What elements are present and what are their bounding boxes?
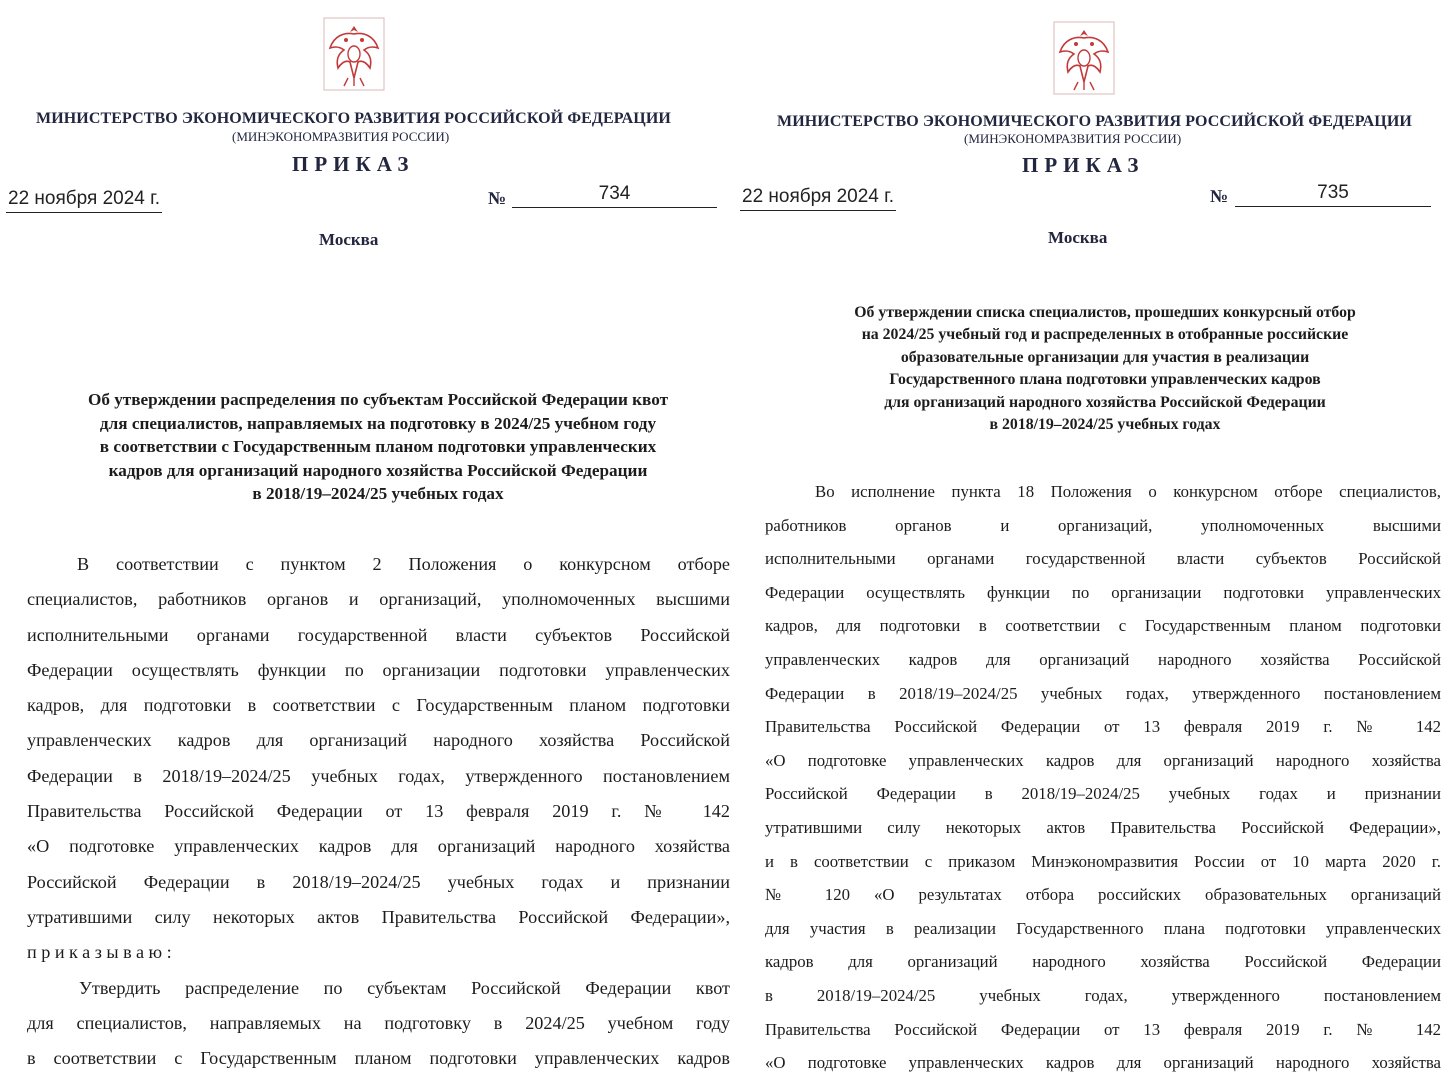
order-735-page	[740, 0, 1445, 1080]
body-line: работников органов и организаций, уполномоченных высшими	[765, 515, 1441, 535]
body-line: исполнительными органами государственной власти субъектов Российской	[765, 549, 1441, 569]
body-line: Утвердить распределение по субъектам Российской Федерации квот	[79, 977, 730, 998]
heading-line: Об утверждении списка специалистов, прошедших конкурсный отбор	[854, 304, 1356, 321]
body-line: № 120 «О результатах отбора российских образовательных организаций	[765, 885, 1441, 905]
body-line: Федерации осуществлять функции по организации подготовки управленческих	[765, 582, 1441, 602]
body-line: Российской Федерации в 2018/19–2024/25 учебных годах и признании	[765, 784, 1441, 804]
number-sign: №	[488, 188, 507, 208]
heading-line: в соответствии с Государственным планом подготовки управленческих	[99, 437, 657, 456]
ministry-abbreviation: (МИНЭКОНОМРАЗВИТИЯ РОССИИ)	[964, 131, 1182, 146]
heading-line: на 2024/25 учебный год и распределенных в отобранные российские	[861, 326, 1349, 344]
body-line: Правительства Российской Федерации от 13 февраля 2019 г. № 142	[27, 801, 730, 822]
body-line: утратившими силу некоторых актов Правительства Российской Федерации»,	[765, 817, 1441, 837]
ministry-abbreviation: (МИНЭКОНОМРАЗВИТИЯ РОССИИ)	[232, 129, 450, 144]
body-line: управленческих кадров для организаций народного хозяйства Российской	[27, 730, 730, 751]
coat-of-arms-icon	[322, 16, 386, 92]
body-line: Федерации в 2018/19–2024/25 учебных годах, утвержденного постановлением	[765, 683, 1441, 703]
ministry-name: МИНИСТЕРСТВО ЭКОНОМИЧЕСКОГО РАЗВИТИЯ РОССИЙСКОЙ ФЕДЕРАЦИИ	[36, 110, 671, 127]
body-line: кадров, для подготовки в соответствии с Государственным планом подготовки	[765, 616, 1441, 636]
body-line: утратившими силу некоторых актов Правительства Российской Федерации»,	[27, 906, 730, 927]
body-line: В соответствии с пунктом 2 Положения о конкурсном отборе	[77, 554, 730, 574]
body-line: в соответствии с Государственным планом подготовки управленческих кадров	[27, 1048, 730, 1069]
body-line: для специалистов, направляемых на подготовку в 2024/25 учебном году	[27, 1012, 730, 1033]
order-date: 22 ноября 2024 г.	[6, 188, 162, 213]
body-line: Правительства Российской Федерации от 13 февраля 2019 г. № 142	[765, 1019, 1441, 1039]
body-line: Федерации осуществлять функции по организации подготовки управленческих	[27, 659, 730, 680]
order-body	[765, 475, 1441, 1080]
order-heading	[770, 302, 1440, 436]
body-line: в 2018/19–2024/25 учебных годах, утвержденного постановлением	[765, 985, 1441, 1005]
body-line: кадров, для подготовки в соответствии с Государственным планом подготовки	[27, 695, 730, 716]
heading-line: Об утверждении распределения по субъектам Российской Федерации квот	[87, 390, 669, 409]
heading-line: для специалистов, направляемых на подготовку в 2024/25 учебном году	[99, 413, 657, 433]
order-body	[27, 547, 730, 1076]
body-line: «О подготовке управленческих кадров для организаций народного хозяйства	[765, 1053, 1441, 1073]
order-heading	[20, 388, 736, 506]
body-line: и в соответствии с приказом Минэкономразвития России от 10 марта 2020 г.	[765, 851, 1441, 871]
body-line: «О подготовке управленческих кадров для организаций народного хозяйства	[765, 750, 1441, 770]
heading-line: кадров для организаций народного хозяйства Российской Федерации	[108, 460, 648, 480]
body-line: исполнительными органами государственной власти субъектов Российской	[27, 624, 730, 645]
order-city: Москва	[1048, 228, 1108, 247]
body-line: Российской Федерации в 2018/19–2024/25 учебных годах и признании	[27, 871, 730, 892]
body-line: управленческих кадров для организаций народного хозяйства Российской	[765, 649, 1441, 669]
body-line: для участия в реализации Государственного плана подготовки управленческих	[765, 918, 1441, 938]
order-city: Москва	[319, 230, 379, 249]
heading-line: в 2018/19–2024/25 учебных годах	[252, 484, 504, 503]
order-number: 734	[512, 183, 717, 208]
heading-line: для организаций народного хозяйства Российской Федерации	[884, 393, 1326, 411]
order-title: ПРИКАЗ	[292, 152, 415, 176]
body-line-order-word: приказываю:	[27, 942, 177, 963]
heading-line: образовательные организации для участия в реализации	[900, 348, 1310, 366]
body-line: Правительства Российской Федерации от 13 февраля 2019 г. № 142	[765, 717, 1441, 737]
order-number: 735	[1235, 182, 1431, 207]
body-line: Во исполнение пункта 18 Положения о конкурсном отборе специалистов,	[815, 482, 1441, 501]
order-title: ПРИКАЗ	[1022, 153, 1145, 177]
body-line: специалистов, работников органов и организаций, уполномоченных высшими	[27, 589, 730, 610]
body-line: кадров для организаций народного хозяйства Российской Федерации	[765, 952, 1441, 972]
order-date: 22 ноября 2024 г.	[740, 186, 896, 211]
body-line: Федерации в 2018/19–2024/25 учебных годах, утвержденного постановлением	[27, 765, 730, 786]
heading-line: Государственного плана подготовки управленческих кадров	[889, 371, 1321, 389]
number-sign: №	[1210, 186, 1229, 206]
heading-line: в 2018/19–2024/25 учебных годах	[989, 416, 1221, 434]
ministry-name: МИНИСТЕРСТВО ЭКОНОМИЧЕСКОГО РАЗВИТИЯ РОССИЙСКОЙ ФЕДЕРАЦИИ	[777, 113, 1412, 130]
body-line: «О подготовке управленческих кадров для организаций народного хозяйства	[27, 836, 730, 857]
coat-of-arms-icon	[1052, 20, 1116, 96]
